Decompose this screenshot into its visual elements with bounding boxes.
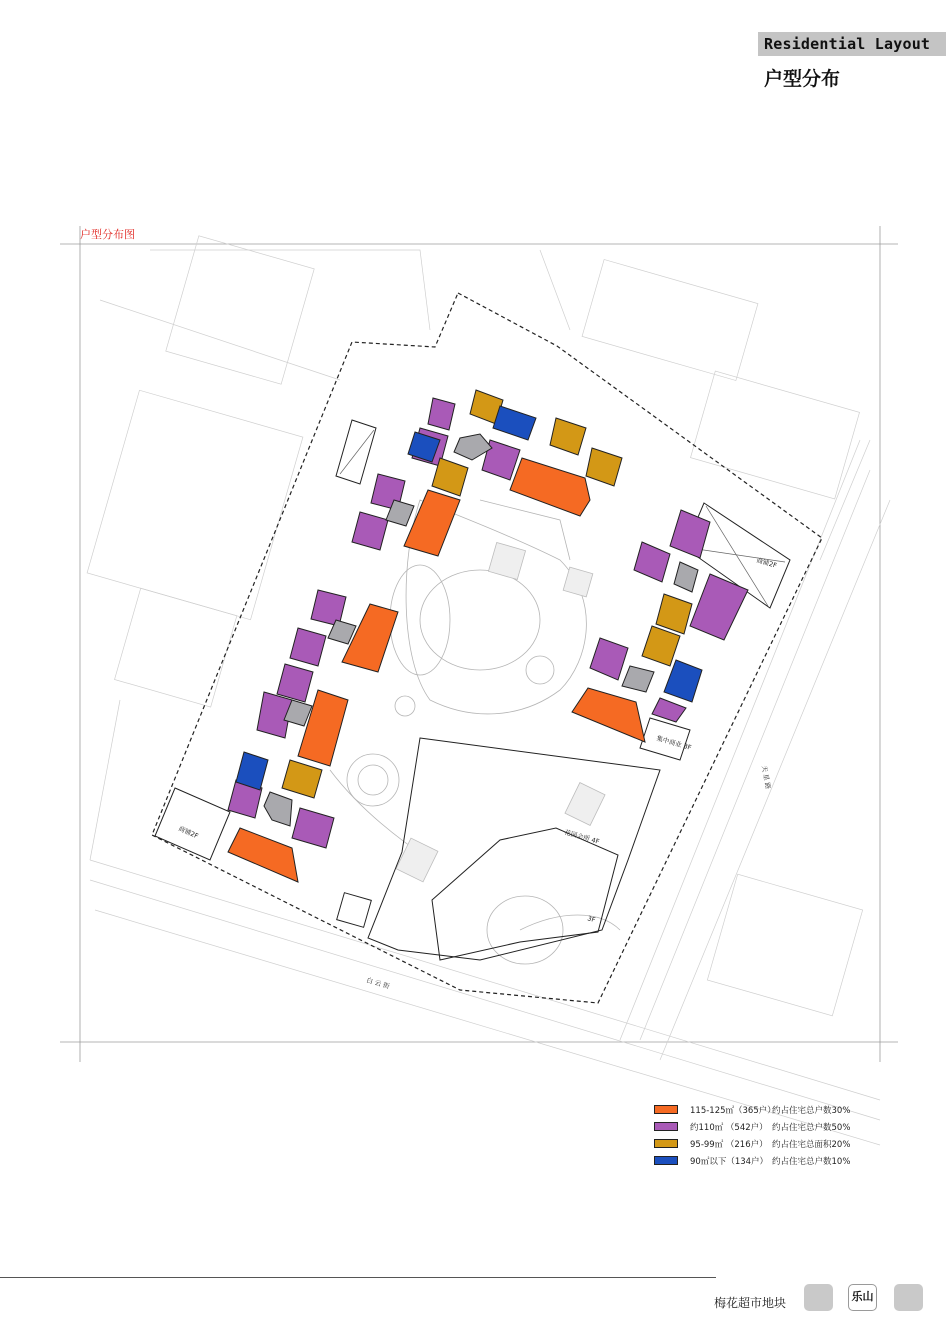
legend-item xyxy=(654,1118,914,1135)
legend-swatch xyxy=(654,1139,678,1148)
legend-share: 约占住宅总面积20% xyxy=(772,1139,851,1150)
legend-item xyxy=(654,1135,914,1152)
footer-city-button[interactable]: 乐山 xyxy=(848,1284,877,1311)
header-title-cn: 户型分布 xyxy=(764,68,841,90)
map-frame xyxy=(60,226,898,1062)
legend-area: 115-125㎡（365户） xyxy=(690,1105,776,1116)
unit-type-legend xyxy=(654,1101,914,1169)
header-title-en: Residential Layout xyxy=(758,32,946,56)
label-center-shop: 集中商业 3F xyxy=(655,734,693,752)
buildings-gray xyxy=(264,434,698,826)
footer-nav-button-right[interactable] xyxy=(894,1284,923,1311)
label-shop-west: 商铺2F xyxy=(177,824,200,841)
label-clubhouse: 花园会所 4F xyxy=(563,828,601,846)
legend-share: 约占住宅总户数30% xyxy=(772,1105,851,1116)
map-label: 户型分布图 xyxy=(80,228,135,241)
footer-nav-button-left[interactable] xyxy=(804,1284,833,1311)
street-baiyun: 白 云 街 xyxy=(365,976,391,991)
street-tianxing: 天 星 路 xyxy=(760,764,773,790)
legend-area: 90㎡以下（134户） xyxy=(690,1156,769,1167)
legend-area: 约110㎡ （542户） xyxy=(690,1122,768,1133)
legend-swatch xyxy=(654,1156,678,1165)
footer-project-name: 梅花超市地块 xyxy=(714,1296,787,1310)
label-shop-east: 商铺2F xyxy=(755,556,778,570)
legend-swatch xyxy=(654,1122,678,1131)
legend-item xyxy=(654,1101,914,1118)
legend-item xyxy=(654,1152,914,1169)
legend-swatch xyxy=(654,1105,678,1114)
legend-share: 约占住宅总户数10% xyxy=(772,1156,851,1167)
footer-divider xyxy=(0,1277,716,1278)
legend-share: 约占住宅总户数50% xyxy=(772,1122,851,1133)
context-lines xyxy=(87,236,890,1145)
label-small: 3F xyxy=(586,914,597,925)
legend-area: 95-99㎡ （216户） xyxy=(690,1139,768,1150)
